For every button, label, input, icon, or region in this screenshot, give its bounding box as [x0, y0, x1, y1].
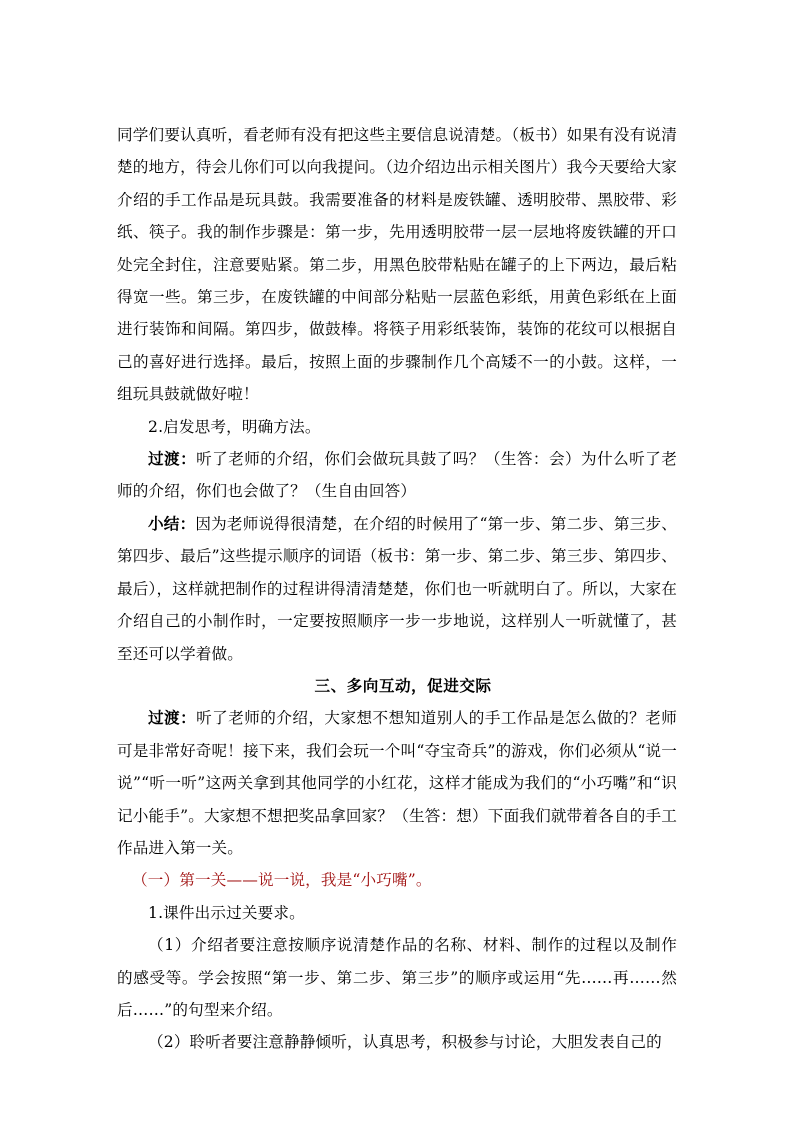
section-heading-3: 三、多向互动，促进交际: [314, 675, 492, 695]
paragraph-intro: 同学们要认真听，看老师有没有把这些主要信息说清楚。（板书）如果有没有说清楚的地方，待会儿你们可以向我提问。（边介绍边出示相关图片）我今天要给大家介绍的手工作品是玩具鼓。我需要准备的材料是废铁罐、透明胶带、黑胶带、彩纸、筷子。我的制作步骤是：第一步，先用透明胶带一层一层地将废铁罐的开口处完全封住，注意要贴紧。第二步，用黑色胶带粘贴在罐子的上下两边，最后粘得宽一些。第三步，在废铁罐的中间部分粘贴一层蓝色彩纸，用黄色彩纸在上面进行装饰和间隔。第四步，做鼓棒。将筷子用彩纸装饰，装饰的花纹可以根据自己的喜好进行选择。最后，按照上面的步骤制作几个高矮不一的小鼓。这样，一组玩具鼓就做好啦！: [117, 126, 677, 404]
transition-text: 听了老师的介绍，你们会做玩具鼓了吗？（生答：会）为什么听了老师的介绍，你们也会做了？（生自由回答）: [117, 450, 677, 501]
summary-label: 小结：: [148, 513, 196, 533]
requirement-2: （2）聆听者要注意静静倾听，认真思考，积极参与讨论，大胆发表自己的: [148, 1033, 662, 1052]
transition-paragraph-1: [117, 443, 677, 508]
transition-text: 听了老师的介绍，大家想不想知道别人的手工作品是怎么做的？老师可是非常好奇呢！接下来，我们会玩一个叫“夺宝奇兵”的游戏，你们必须从“说一说”“听一听”这两关拿到其他同学的小红花，这样才能成为我们的“小巧嘴”和“识记小能手”。大家想不想把奖品拿回家？（生答：想）下面我们就带着各自的手工作品进入第一关。: [117, 709, 677, 857]
transition-label: 过渡：: [148, 708, 197, 728]
requirement-1: （1）介绍者要注意按顺序说清楚作品的名称、材料、制作的过程以及制作的感受等。学会按照“第一步、第二步、第三步”的顺序或运用“先……再……然后……”的句型来介绍。: [117, 936, 677, 1019]
summary-text: 因为老师说得很清楚，在介绍的时候用了“第一步、第二步、第三步、第四步、最后”这些提示顺序的词语（板书：第一步、第二步、第三步、第四步、最后），这样就把制作的过程讲得清清楚楚，你们也一听就明白了。所以，大家在介绍自己的小制作时，一定要按照顺序一步一步地说，这样别人一听就懂了，甚至还可以学着做。: [117, 514, 678, 663]
summary-paragraph: [117, 508, 677, 670]
level-1-title: （一）第一关——说一说，我是“小巧嘴”。: [132, 871, 432, 890]
document-page: [117, 119, 677, 1059]
transition-paragraph-2: [117, 702, 677, 864]
transition-label: 过渡：: [148, 449, 197, 469]
step-2-heading: 2.启发思考，明确方法。: [148, 417, 321, 436]
level-1-heading: [117, 864, 677, 896]
step-1-heading: 1.课件出示过关要求。: [148, 903, 305, 922]
